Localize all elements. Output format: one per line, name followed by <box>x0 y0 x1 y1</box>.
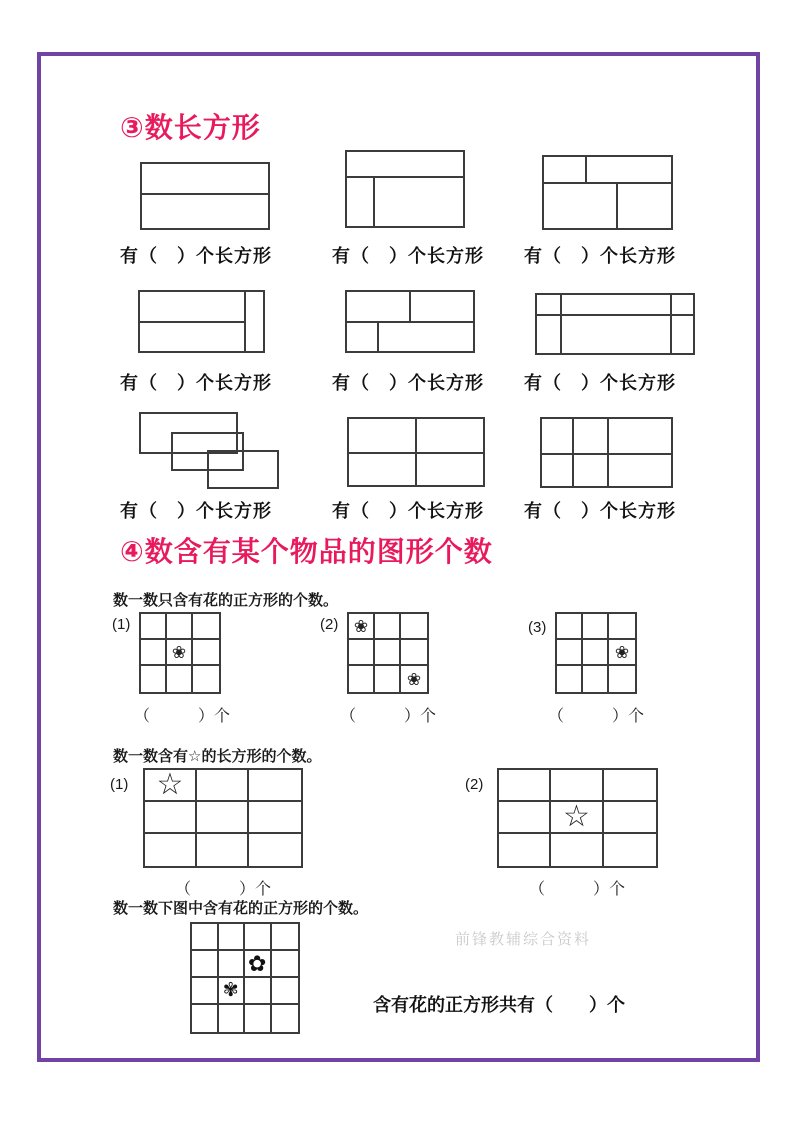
item-label-1: (1) <box>112 616 131 633</box>
rect-figure-8 <box>347 417 485 487</box>
flower-grid-1 <box>139 612 221 694</box>
grid-cell <box>401 614 427 640</box>
count-answer-1: （ ）个 <box>134 708 231 725</box>
grid-cell <box>499 834 551 866</box>
star-icon: ☆ <box>156 770 184 801</box>
grid-cell <box>557 640 583 666</box>
grid-cell <box>272 1005 299 1032</box>
grid-cell <box>272 951 299 978</box>
final-answer-label: 含有花的正方形共有（ ）个 <box>373 995 625 1015</box>
grid-cell <box>249 770 301 802</box>
answer-label-9: 有（ ）个长方形 <box>524 501 676 521</box>
flower-icon: ✿ <box>248 951 267 976</box>
flower-grid-3 <box>555 612 637 694</box>
grid-cell <box>193 614 219 640</box>
star-prompt: 数一数含有☆的长方形的个数。 <box>113 748 322 765</box>
grid-cell <box>583 640 609 666</box>
answer-label-2: 有（ ）个长方形 <box>332 246 484 266</box>
flower-icon: ❀ <box>353 616 369 636</box>
grid-cell <box>219 951 246 978</box>
rect-figure-1 <box>140 162 270 230</box>
grid-cell <box>245 1005 272 1032</box>
grid-cell <box>609 614 635 640</box>
grid-cell <box>192 1005 219 1032</box>
flower-prompt: 数一数只含有花的正方形的个数。 <box>113 592 339 609</box>
flower-icon: ❀ <box>614 642 630 662</box>
rect-figure-6 <box>535 293 695 355</box>
rect-figure-2 <box>345 150 465 228</box>
grid-cell <box>197 802 249 834</box>
grid-cell <box>219 924 246 951</box>
star-grid-2 <box>497 768 658 868</box>
grid-cell <box>141 640 167 666</box>
grid-cell <box>249 834 301 866</box>
grid-cell <box>167 666 193 692</box>
grid-cell <box>192 978 219 1005</box>
answer-label-6: 有（ ）个长方形 <box>524 373 676 393</box>
grid-cell <box>557 666 583 692</box>
item-label-2: (2) <box>320 616 339 633</box>
grid-cell <box>245 978 272 1005</box>
grid-cell <box>604 834 656 866</box>
grid-cell <box>192 924 219 951</box>
grid-cell <box>245 951 272 978</box>
flower-grid-2 <box>347 612 429 694</box>
section4-title: ④数含有某个物品的图形个数 <box>120 536 493 567</box>
grid-cell <box>193 640 219 666</box>
grid-cell <box>499 802 551 834</box>
grid-cell <box>192 951 219 978</box>
watermark-text: 前锋教辅综合资料 <box>455 931 592 948</box>
star-icon: ☆ <box>563 802 590 833</box>
grid-cell <box>583 614 609 640</box>
flower-icon: ❀ <box>171 642 187 662</box>
count-answer-5: （ ）个 <box>529 881 626 898</box>
flower-grid-4x4 <box>190 922 300 1034</box>
grid-cell <box>401 640 427 666</box>
count-answer-4: （ ）个 <box>175 881 272 898</box>
grid-cell <box>272 978 299 1005</box>
grid-cell <box>349 666 375 692</box>
rect-figure-3 <box>542 155 673 230</box>
flower-icon: ✾ <box>222 980 239 1001</box>
grid-cell <box>145 770 197 802</box>
grid-cell <box>141 614 167 640</box>
answer-label-5: 有（ ）个长方形 <box>332 373 484 393</box>
grid-cell <box>219 978 246 1005</box>
grid-cell <box>557 614 583 640</box>
count-answer-3: （ ）个 <box>548 708 645 725</box>
rect-figure-9 <box>540 417 673 488</box>
big-grid-prompt: 数一数下图中含有花的正方形的个数。 <box>113 900 369 917</box>
grid-cell <box>193 666 219 692</box>
star-item-label-1: (1) <box>110 776 129 793</box>
star-item-label-2: (2) <box>465 776 484 793</box>
grid-cell <box>375 640 401 666</box>
flower-icon: ❀ <box>406 669 422 689</box>
grid-cell <box>349 640 375 666</box>
grid-cell <box>249 802 301 834</box>
star-grid-1 <box>143 768 303 868</box>
section3-title: ③数长方形 <box>120 112 261 143</box>
answer-label-1: 有（ ）个长方形 <box>120 246 272 266</box>
count-answer-2: （ ）个 <box>340 708 437 725</box>
grid-cell <box>604 770 656 802</box>
item-label-3: (3) <box>528 619 547 636</box>
grid-cell <box>401 666 427 692</box>
grid-cell <box>551 802 603 834</box>
grid-cell <box>499 770 551 802</box>
grid-cell <box>609 666 635 692</box>
answer-label-3: 有（ ）个长方形 <box>524 246 676 266</box>
grid-cell <box>349 614 375 640</box>
answer-label-4: 有（ ）个长方形 <box>120 373 272 393</box>
grid-cell <box>145 834 197 866</box>
grid-cell <box>551 770 603 802</box>
grid-cell <box>375 666 401 692</box>
grid-cell <box>245 924 272 951</box>
grid-cell <box>167 640 193 666</box>
rect-figure-7-overlapping <box>139 412 280 490</box>
grid-cell <box>197 834 249 866</box>
answer-label-8: 有（ ）个长方形 <box>332 501 484 521</box>
grid-cell <box>272 924 299 951</box>
answer-label-7: 有（ ）个长方形 <box>120 501 272 521</box>
grid-cell <box>197 770 249 802</box>
grid-cell <box>609 640 635 666</box>
grid-cell <box>141 666 167 692</box>
grid-cell <box>375 614 401 640</box>
grid-cell <box>145 802 197 834</box>
grid-cell <box>219 1005 246 1032</box>
grid-cell <box>167 614 193 640</box>
grid-cell <box>604 802 656 834</box>
grid-cell <box>583 666 609 692</box>
rect-figure-5 <box>345 290 475 353</box>
grid-cell <box>551 834 603 866</box>
rect-figure-4 <box>138 290 265 353</box>
